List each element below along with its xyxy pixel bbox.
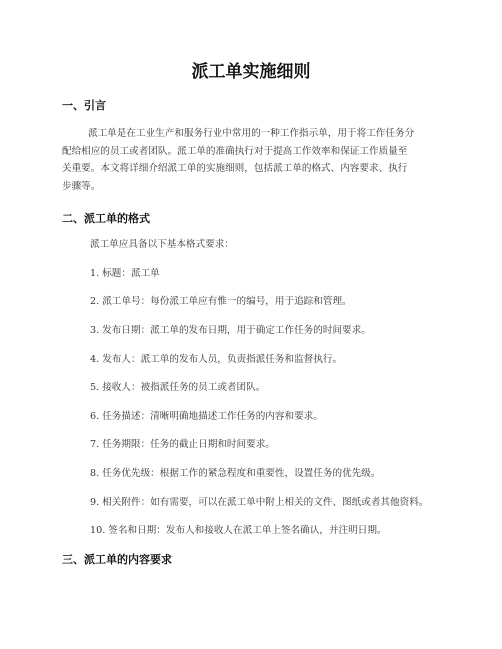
format-list-item: 8. 任务优先级：根据工作的紧急程度和重要性，设置任务的优先级。 <box>90 468 381 479</box>
paragraph-line: 步骤等。 <box>62 180 101 192</box>
section-heading-introduction: 一、引言 <box>62 99 106 112</box>
paragraph-line: 派工单是在工业生产和服务行业中常用的一种工作指示单，用于将工作任务分 <box>88 128 415 139</box>
format-list-item: 4. 发布人：派工单的发布人员，负责指派任务和监督执行。 <box>90 354 343 365</box>
format-list-item: 9. 相关附件：如有需要，可以在派工单中附上相关的文件、图纸或者其他资料。 <box>90 497 429 508</box>
format-list-item: 6. 任务描述：清晰明确地描述工作任务的内容和要求。 <box>90 411 323 422</box>
format-list-item: 1. 标题：派工单 <box>90 268 160 279</box>
format-intro: 派工单应具备以下基本格式要求： <box>90 239 234 250</box>
document-title: 派工单实施细则 <box>191 62 311 82</box>
format-list-item: 5. 接收人：被指派任务的员工或者团队。 <box>90 382 266 393</box>
paragraph-line: 关重要。本文将详细介绍派工单的实施细则，包括派工单的格式、内容要求、执行 <box>62 163 408 175</box>
format-list-item: 3. 发布日期：派工单的发布日期，用于确定工作任务的时间要求。 <box>90 325 371 336</box>
format-list-item: 10. 签名和日期：发布人和接收人在派工单上签名确认，并注明日期。 <box>90 525 387 536</box>
section-heading-format: 二、派工单的格式 <box>62 212 150 225</box>
paragraph-line: 配给相应的员工或者团队。派工单的准确执行对于提高工作效率和保证工作质量至 <box>62 145 408 157</box>
introduction-paragraph <box>62 125 442 195</box>
format-list-item: 2. 派工单号：每份派工单应有惟一的编号，用于追踪和管理。 <box>90 296 352 307</box>
section-heading-content-requirements: 三、派工单的内容要求 <box>62 553 172 566</box>
format-list-item: 7. 任务期限：任务的截止日期和时间要求。 <box>90 439 275 450</box>
